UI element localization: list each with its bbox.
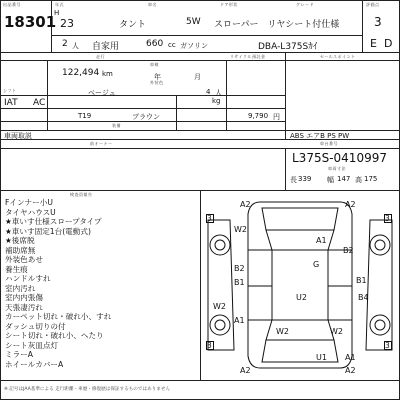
height-prefix: 高 (355, 176, 362, 184)
header-bottom (0, 52, 400, 53)
load-unit: kg (212, 97, 221, 105)
grade-label: グレード (296, 2, 314, 7)
damage-u2-center: U2 (296, 293, 307, 302)
size-label: 車両寸法 (328, 166, 346, 171)
grade-value: スローパー リヤシート付仕様 (214, 20, 340, 30)
inspector-notes (5, 198, 200, 369)
damage-a2-top-right: A2 (345, 200, 356, 209)
color-code: T19 (78, 112, 92, 120)
mileage-label: 走行 (96, 54, 105, 59)
width-prefix: 幅 (327, 176, 334, 184)
frame-v (285, 148, 286, 190)
inspection-label: 車検 (150, 62, 159, 67)
car-diagram (200, 190, 400, 380)
note-line: 養生痕 (5, 264, 28, 274)
spec-line-2 (0, 95, 285, 96)
equipment-value: ABS エアB PS PW (290, 132, 350, 140)
note-line: ★後席脱 (5, 236, 35, 245)
frame-number: L375S-0410997 (292, 151, 387, 165)
recycle-unit: 円 (273, 113, 280, 121)
frame-label: 車台番号 (320, 141, 338, 146)
note-line: 補助席無 (5, 245, 36, 255)
damage-w2-left-b: W2 (213, 302, 226, 311)
spec-header-line (0, 60, 400, 61)
damage-a1-bottom-right: A1 (345, 353, 356, 362)
car-name: タント (119, 20, 147, 30)
length-prefix: 長 (290, 176, 297, 184)
year-label: 年式 (55, 2, 64, 7)
history-line (0, 148, 400, 149)
length-value: 339 (298, 175, 312, 183)
damage-a1-right: A1 (316, 236, 327, 245)
damage-a2-top-left: A2 (240, 200, 251, 209)
damage-g-center: G (313, 260, 320, 269)
note-line: シート切れ・破れ小、へたり (5, 331, 104, 340)
owner-label: 前オーナー (90, 141, 113, 146)
interior-color: ブラウン (132, 113, 160, 121)
spec-v4 (285, 52, 286, 139)
fuel-value: ガソリン (180, 42, 208, 50)
interior-grade: D (384, 37, 393, 50)
lot-label: 出品番号 (3, 2, 21, 7)
footer-note: ※ 記号はJAA基準による 走行距離・車歴・修復歴は保証するものではありません (4, 387, 171, 392)
year-value: 23 (60, 17, 74, 30)
shift-value: IAT (4, 98, 18, 108)
shift-label: シフト (3, 88, 17, 93)
note-line: ★車いす仕様スロープタイプ (5, 217, 102, 226)
mileage-unit: km (102, 70, 113, 78)
height-value: 175 (364, 175, 378, 183)
note-line: ★車いす固定1台(電動式) (5, 226, 91, 236)
seats-value: 4 (206, 88, 211, 96)
capacity-unit: 人 (72, 42, 79, 50)
displacement-value: 660 (146, 39, 164, 49)
spec-v3 (226, 60, 227, 130)
grade-box-bottom-right-value: 3 (385, 341, 390, 350)
color-label: 外装色 (150, 80, 164, 85)
damage-b2-left: B2 (234, 264, 245, 273)
score-label: 評価点 (366, 2, 380, 7)
color-value: ベージュ (88, 89, 116, 97)
sales-point-label: セールスポイント (320, 54, 356, 59)
note-line: ダッシュ切りの付 (5, 321, 66, 331)
maker-label: 車名 (148, 2, 157, 7)
damage-b1-right: B1 (356, 276, 367, 285)
note-line: カーペット切れ・破れ小、すれ (5, 312, 112, 321)
frame-top (0, 0, 400, 1)
usage-value: 自家用 (92, 42, 120, 52)
damage-b2-right: B2 (343, 246, 354, 255)
equipment-label: 装備 (112, 123, 121, 128)
note-line: ミラーA (5, 350, 33, 359)
note-line: 室内汚れ (5, 283, 36, 293)
spec-line-3 (0, 108, 285, 109)
note-line: ホイールカバーA (5, 359, 64, 369)
note-line: Fインナー小U (5, 198, 53, 207)
damage-w2-bottom-left: W2 (276, 327, 289, 336)
recycle-amount: 9,790 (248, 112, 269, 120)
grade-box-bottom-left-value: 3 (207, 341, 212, 350)
spec-v1 (47, 60, 48, 130)
lot-number: 18301 (4, 13, 57, 31)
damage-a2-bottom-left: A2 (240, 366, 251, 375)
footer-line (0, 380, 400, 381)
grade-box-top-left-value: 3 (207, 214, 212, 223)
damage-b1-left: B1 (234, 278, 245, 287)
damage-w2-left: W2 (234, 225, 247, 234)
exterior-grade: E (370, 37, 377, 50)
displacement-unit: cc (168, 41, 176, 49)
note-line: シート灰皿点灯 (5, 340, 59, 350)
header-mid-line (51, 35, 362, 36)
score-value: 3 (374, 15, 382, 29)
shaken-year-unit: 年 (154, 73, 161, 81)
shaken-month-unit: 月 (194, 73, 201, 81)
note-line: ハンドルすれ (5, 274, 51, 283)
damage-a2-bottom-right: A2 (345, 366, 356, 375)
header-v2 (362, 0, 363, 52)
model-code: DBA-L375Sｶｲ (258, 42, 318, 52)
width-value: 147 (337, 175, 351, 183)
doors-value: 5W (186, 17, 201, 27)
grade-box-top-right-value: 3 (385, 214, 390, 223)
capacity-value: 2 (62, 39, 68, 49)
damage-w2-bottom-center: W2 (330, 327, 343, 336)
ac-value: AC (33, 98, 46, 108)
mileage-value: 122,494 (62, 68, 100, 78)
spec-v2 (176, 95, 177, 130)
doors-label: ドア形状 (220, 2, 238, 7)
note-line: 天張凄汚れ (5, 302, 43, 312)
damage-a1-left: A1 (234, 316, 245, 325)
notes-label: 検査員報告 (70, 192, 93, 197)
damage-u1-bottom: U1 (316, 353, 327, 362)
note-line: 室内内張傷 (5, 293, 43, 302)
damage-b4-right: B4 (358, 293, 369, 302)
history-label: 車両取説 (4, 132, 32, 140)
note-line: 外装色あせ (5, 255, 43, 264)
era: H (54, 9, 60, 17)
note-line: タイヤハウスU (5, 207, 56, 217)
recycle-label: リサイクル預託金 (230, 54, 266, 59)
seats-unit: 人 (215, 89, 222, 97)
